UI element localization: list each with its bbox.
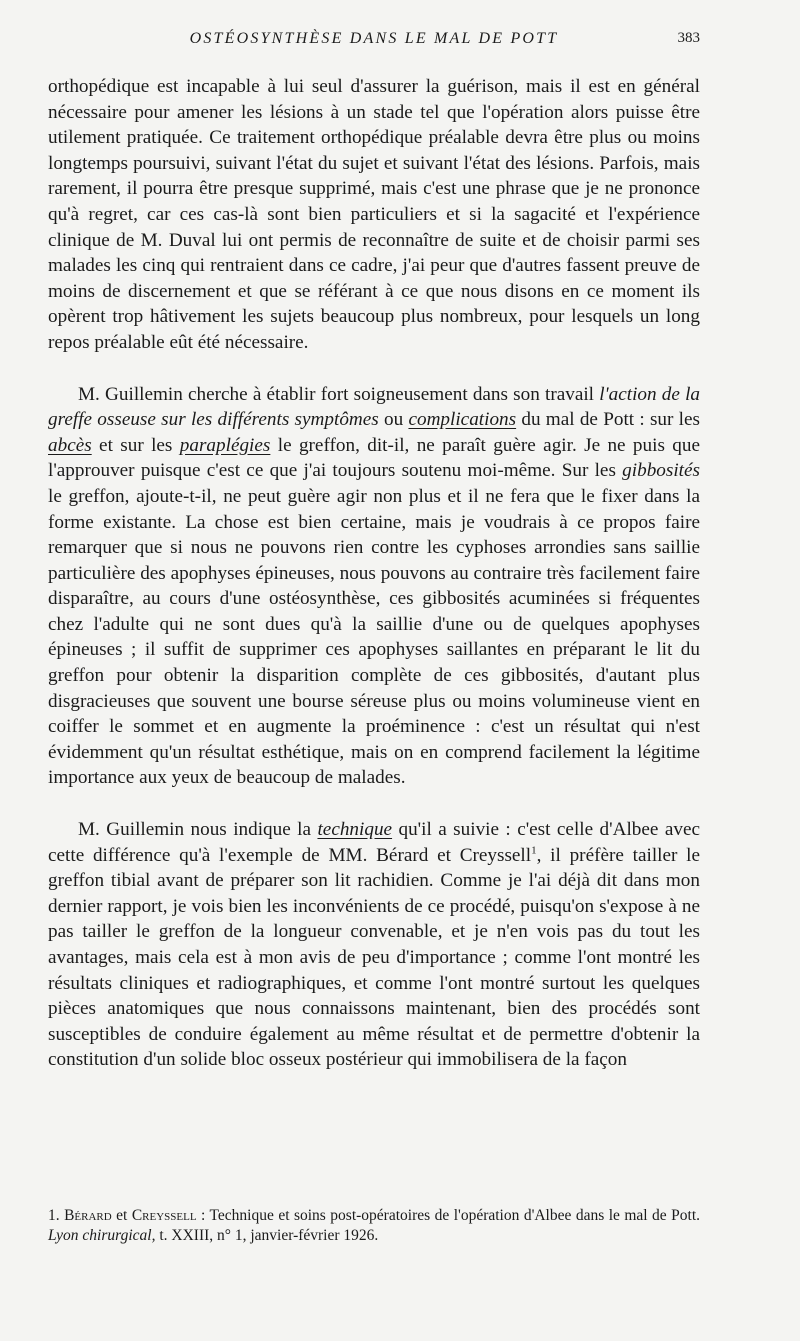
- body-text: [48, 74, 700, 1073]
- paragraph-1: orthopédique est incapable à lui seul d'assurer la guérison, mais il est en général nécessaire pour amener les lésions à un stade tel que l'opération alors puisse être utilement pratiquée. Ce traitement orthopédique préalable devra être plus ou moins longtemps poursuivi, suivant l'état du sujet et suivant l'état des lésions. Parfois, mais rarement, il pourra être presque supprimé, mais c'est une phrase que je ne prononce qu'à regret, car ces cas-là sont bien particuliers et si la sagacité et l'expérience clinique de M. Duval lui ont permis de reconnaître de suite et de choisir parmi ses malades les cinq qui rentraient dans ce cadre, j'ai peur que d'autres fassent preuve de moins de discernement et que se référant à ce que nous disons en ce moment ils opèrent trop hâtivement les sujets beaucoup plus nombreux, pour lesquels un long repos préalable eût été nécessaire.: [48, 76, 700, 353]
- footnote-reference: t. XXIII, n° 1, janvier-février 1926.: [155, 1227, 379, 1244]
- p3-text-3: , il préfère tailler le greffon tibial avant de préparer son lit rachidien. Comme je l'ai déjà dit dans mon dernier rapport, je vois bien les inconvénients de ce procédé, puisqu'on s'expose à ne pas tailler le greffon de la longueur convenable, et je n'en vois pas du tout les avantages, mais cela est à mon avis de peu d'importance ; comme l'ont montré les résultats cliniques et radiographiques, et comme l'ont montré surtout les quelques pièces anatomiques que nous connaissons maintenant, bien des procédés sont susceptibles de conduire également au même résultat et de permettre d'obtenir la constitution d'un solide bloc osseux postérieur qui immobilisera de la façon: [48, 844, 700, 1071]
- running-title: OSTÉOSYNTHÈSE DANS LE MAL DE POTT: [189, 30, 559, 47]
- running-head: [48, 30, 700, 52]
- footnote-author-berard: Bérard: [64, 1207, 112, 1224]
- p2-text-3: du mal de Pott : sur les: [516, 409, 700, 431]
- p3-text-2: qu'il a suivie : c'est celle d'Albee avec cette différence qu'à l'exemple de MM. Bérard et Creyssell: [48, 819, 700, 866]
- paragraph-2: [48, 382, 700, 792]
- p2-italic-gibbosites: gibbosités: [622, 460, 700, 482]
- p2-text-5: le greffon, dit-il, ne paraît guère agir. Je ne puis que l'approuver puisque c'est ce que j'ai toujours soutenu moi-même. Sur les: [48, 434, 700, 482]
- footnote-marker: 1: [531, 844, 537, 857]
- p2-italic-abces: abcès: [48, 434, 92, 456]
- p2-text-2: ou: [378, 409, 409, 431]
- footnote-author-creyssell: Creyssell: [131, 1207, 197, 1224]
- footnote-body: : Technique et soins post-opératoires de l'opération d'Albee dans le mal de Pott.: [196, 1207, 701, 1224]
- footnote-number: 1.: [48, 1207, 60, 1224]
- p2-italic-complications: complications: [408, 409, 517, 431]
- footnote-text: [48, 1206, 700, 1246]
- footnote: [48, 1206, 700, 1246]
- p2-text-6: le greffon, ajoute-t-il, ne peut guère agir non plus et il ne fera que le fixer dans la forme existante. La chose est bien certaine, mais je voudrais à ce propos faire remarquer que si nous ne pouvons rien contre les cyphoses arrondies sans saillie particulière des apophyses épineuses, nous pouvons au contraire très facilement faire disparaître, au cours d'une ostéosynthèse, ces gibbosités acuminées si fréquentes chez l'adulte qui ne sont dues qu'à la saillie d'une ou de quelques apophyses épineuses ; il suffit de supprimer ces apophyses saillantes en préparant le lit du greffon pour obtenir la disparition complète de ces gibbosités, d'autant plus disgracieuses que souvent une bourse séreuse plus ou moins volumineuse vient en coiffer le sommet et en augmente la proéminence : c'est un résultat qui n'est évidemment qu'un résultat esthétique, mais on en comprend facilement la légitime importance aux yeux de beaucoup de malades.: [48, 485, 700, 789]
- p2-text-4: et sur les: [91, 434, 180, 456]
- p2-italic-paraplegies: paraplégies: [179, 434, 271, 456]
- footnote-journal: Lyon chirurgical,: [48, 1227, 156, 1244]
- page-number: 383: [677, 30, 700, 46]
- paragraph-3: [48, 817, 700, 1073]
- p3-text-1: M. Guillemin nous indique la: [78, 819, 318, 841]
- footnote-and: et: [111, 1207, 132, 1224]
- p3-italic-technique: technique: [317, 819, 393, 841]
- p2-italic-action: l'action de la greffe osseuse sur les différents symptômes: [48, 383, 700, 431]
- p2-text-1: M. Guillemin cherche à établir fort soigneusement dans son travail: [78, 383, 600, 405]
